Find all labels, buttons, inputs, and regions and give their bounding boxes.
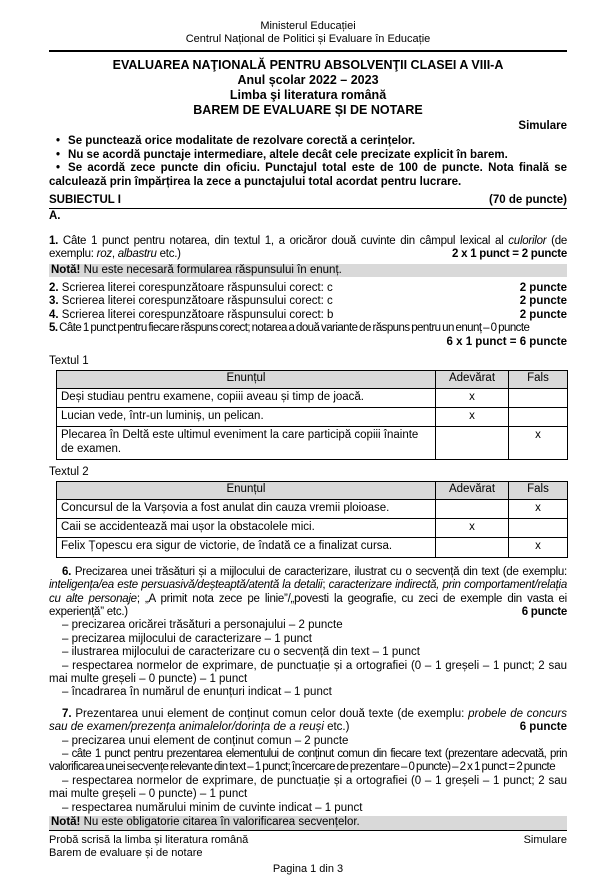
statement-header: Enunțul: [57, 481, 436, 499]
item-5-text: Câte 1 punct pentru fiecare răspuns corect; notarea a două variante de răspuns pentru un enunț – 0 puncte: [57, 322, 530, 335]
ministry-name: Ministerul Educației: [260, 20, 356, 32]
statement-cell: Caii se accidentează mai ușor la obstacolele mici.: [57, 518, 436, 537]
item-1-italic-example: culorilor: [508, 234, 547, 247]
rule-item: • Nu se acordă punctaje intermediare, altele decât cele precizate explicit în barem.: [49, 149, 567, 162]
adevarat-cell: [436, 499, 509, 518]
item-2: [49, 282, 567, 295]
item-5-number: 5.: [49, 322, 58, 335]
item-4-number: 4.: [49, 308, 59, 321]
subject-heading: [49, 194, 567, 209]
table-row: [57, 427, 568, 460]
table-row: [57, 388, 568, 407]
fals-cell: x: [509, 427, 568, 460]
item-3-points: 2 puncte: [519, 295, 567, 308]
footer-doc-type: Barem de evaluare și de notare: [49, 846, 203, 859]
table-row: [57, 518, 568, 537]
rule-item: • Se acordă zece puncte din oficiu. Punctajul total este de 100 de puncte. Nota finală se calculează prin împărțirea la zece a punctajului total acordat pentru lucrare.: [49, 162, 567, 189]
item-6-criterion: – ilustrarea mijlocului de caracterizare cu o secvență din text – 1 punct: [62, 646, 420, 659]
item-6-italic-example: inteligența/ea este persuasivă/deșteaptă/atentă la detalii: [49, 579, 323, 592]
textul-2-table: [56, 481, 568, 558]
item-7: [49, 708, 567, 735]
statement-cell: Felix Țopescu era sigur de victorie, de îndată ce a finalizat cursa.: [57, 538, 436, 557]
item-1: [49, 235, 567, 262]
note-label: Notă!: [51, 816, 81, 829]
item-7-number: 7.: [62, 707, 72, 720]
item-6-criterion: – încadrarea în numărul de enunțuri indicat – 1 punct: [62, 686, 332, 699]
note-bar: [49, 816, 567, 831]
fals-cell: x: [509, 499, 568, 518]
subject-label: SUBIECTUL I: [49, 194, 121, 207]
document-type: BAREM DE EVALUARE ȘI DE NOTARE: [193, 103, 423, 117]
item-1-italic-example: roz: [96, 248, 112, 261]
item-1-italic-example: albastru: [117, 248, 157, 261]
table-2-label: Textul 2: [49, 466, 89, 479]
fals-cell: [509, 407, 568, 426]
item-3-body: Scrierea literei corespunzătoare răspunsului corect: c: [58, 295, 333, 308]
item-1-text: (de exemplu:: [49, 234, 567, 261]
center-name: Centrul Național de Politici și Evaluare în Educație: [185, 33, 431, 45]
item-2-text: [49, 282, 333, 295]
statement-cell: Deși studiau pentru examene, copiii aveau și timp de joacă.: [57, 388, 436, 407]
table-header-row: [57, 370, 568, 388]
fals-cell: x: [509, 538, 568, 557]
item-7-text: Prezentarea unui element de conținut comun celor două texte (de exemplu:: [71, 707, 469, 720]
note-text: Nu este necesară formularea răspunsului în enunț.: [80, 263, 342, 276]
item-6-criterion: – respectarea normelor de exprimare, de punctuație și a ortografiei (0 – 1 greșeli – 1 punct; 2 sau mai multe greșeli – 0 puncte) – 1 punct: [49, 659, 567, 685]
item-4-text: [49, 309, 333, 322]
item-6-criterion: – precizarea mijlocului de caracterizare – 1 punct: [62, 632, 312, 645]
statement-cell: Plecarea în Deltă este ultimul eveniment la care participă copiii înainte de examen.: [57, 427, 436, 460]
note-label: Notă!: [51, 263, 81, 276]
footer-exam-name: Probă scrisă la limba și literatura română: [49, 834, 249, 847]
item-1-number: 1.: [49, 234, 59, 247]
rule-item: • Se punctează orice modalitate de rezolvare corectă a cerințelor.: [49, 135, 567, 148]
fals-header: Fals: [509, 370, 568, 388]
item-4: [49, 309, 567, 322]
page-number: Pagina 1 din 3: [272, 863, 344, 876]
item-2-points: 2 puncte: [519, 282, 567, 295]
item-3-text: [49, 295, 333, 308]
table-header-row: [57, 481, 568, 499]
page-footer: [49, 834, 567, 847]
item-6-text: Precizarea unei trăsături și a mijlocului de caracterizare, ilustrat cu o secvență din text (de exemplu:: [71, 565, 567, 578]
item-7-criterion: – respectarea numărului minim de cuvinte indicat – 1 punct: [62, 801, 363, 814]
item-6-text: ; „A primit nota zece pe linie”/„povesti la geografie, cu zeci de exemple din vasta ei experiență” etc.): [49, 592, 567, 618]
adevarat-header: Adevărat: [436, 370, 509, 388]
item-1-points: 2 x 1 punct = 2 puncte: [446, 248, 567, 261]
table-row: [57, 407, 568, 426]
item-6-italic-example: caracterizare indirectă, prin comportament/relația cu alte personaje: [49, 579, 568, 605]
statement-cell: Concursul de la Varșovia a fost anulat din cauza vremii ploioase.: [57, 499, 436, 518]
item-7-criterion: – precizarea unui element de conținut comun – 2 puncte: [62, 734, 349, 747]
item-1-text: ,: [111, 248, 118, 261]
item-4-points: 2 puncte: [519, 308, 567, 321]
adevarat-cell: [436, 538, 509, 557]
table-row: [57, 538, 568, 557]
header-divider: [49, 50, 567, 52]
variant-label: Simulare: [518, 120, 567, 132]
note-bar: [49, 264, 567, 277]
item-7-criterion: – respectarea normelor de exprimare, de punctuație și a ortografiei (0 – 1 greșeli – 1 punct; 2 sau mai multe greșeli – 0 puncte) – 1 punct: [49, 774, 567, 801]
note-text: Nu este obligatorie citarea în valorificarea secvențelor.: [80, 816, 360, 829]
exam-title: EVALUAREA NAŢIONALĂ PENTRU ABSOLVENŢII CLASEI A VIII-A: [112, 58, 504, 72]
statement-header: Enunțul: [57, 370, 436, 388]
item-5-points: 6 x 1 punct = 6 puncte: [446, 335, 567, 348]
item-7-points: 6 puncte: [501, 721, 567, 734]
fals-cell: [509, 388, 568, 407]
item-6-points: 6 puncte: [503, 606, 567, 619]
item-7-italic-example: probele de concurs sau de examen/prezența animalelor/dorința de a reuși: [49, 707, 567, 734]
table-1-label: Textul 1: [49, 355, 89, 368]
item-7-text: etc.): [323, 721, 350, 734]
adevarat-cell: x: [436, 407, 509, 426]
adevarat-cell: x: [436, 518, 509, 537]
item-2-number: 2.: [49, 282, 59, 295]
item-1-text: Câte 1 punct pentru notarea, din textul 1, a oricăror două cuvinte din câmpul lexical al: [58, 234, 509, 247]
adevarat-cell: [436, 427, 509, 460]
table-row: [57, 499, 568, 518]
adevarat-cell: x: [436, 388, 509, 407]
item-4-body: Scrierea literei corespunzătoare răspunsului corect: b: [58, 308, 334, 321]
subject-name: Limba şi literatura română: [229, 88, 387, 102]
item-3-number: 3.: [49, 295, 59, 308]
item-7-criterion: – câte 1 punct pentru prezentarea elementului de conținut comun din fiecare text (prezentare adecvată, prin valorificarea unei secvențe relevante din text – 1 punct; încercare de prezentare – 0 puncte) – 2 x 1 punct = 2 puncte: [49, 748, 567, 774]
item-6: [49, 566, 567, 620]
school-year: Anul școlar 2022 – 2023: [237, 73, 379, 87]
fals-header: Fals: [509, 481, 568, 499]
item-2-body: Scrierea literei corespunzătoare răspunsului corect: c: [58, 282, 333, 295]
adevarat-header: Adevărat: [436, 481, 509, 499]
item-1-text: etc.): [156, 248, 181, 261]
item-6-text: ;: [322, 579, 329, 592]
section-label: A.: [49, 210, 61, 223]
textul-1-table: [56, 370, 568, 461]
item-3: [49, 295, 567, 308]
subject-points: (70 de puncte): [489, 194, 567, 207]
footer-variant: Simulare: [523, 834, 567, 847]
statement-cell: Lucian vede, într-un luminiș, un pelican.: [57, 407, 436, 426]
fals-cell: [509, 518, 568, 537]
item-5: [49, 322, 567, 335]
item-6-number: 6.: [62, 565, 72, 578]
item-6-criterion: – precizarea oricărei trăsături a personajului – 2 puncte: [62, 619, 343, 632]
